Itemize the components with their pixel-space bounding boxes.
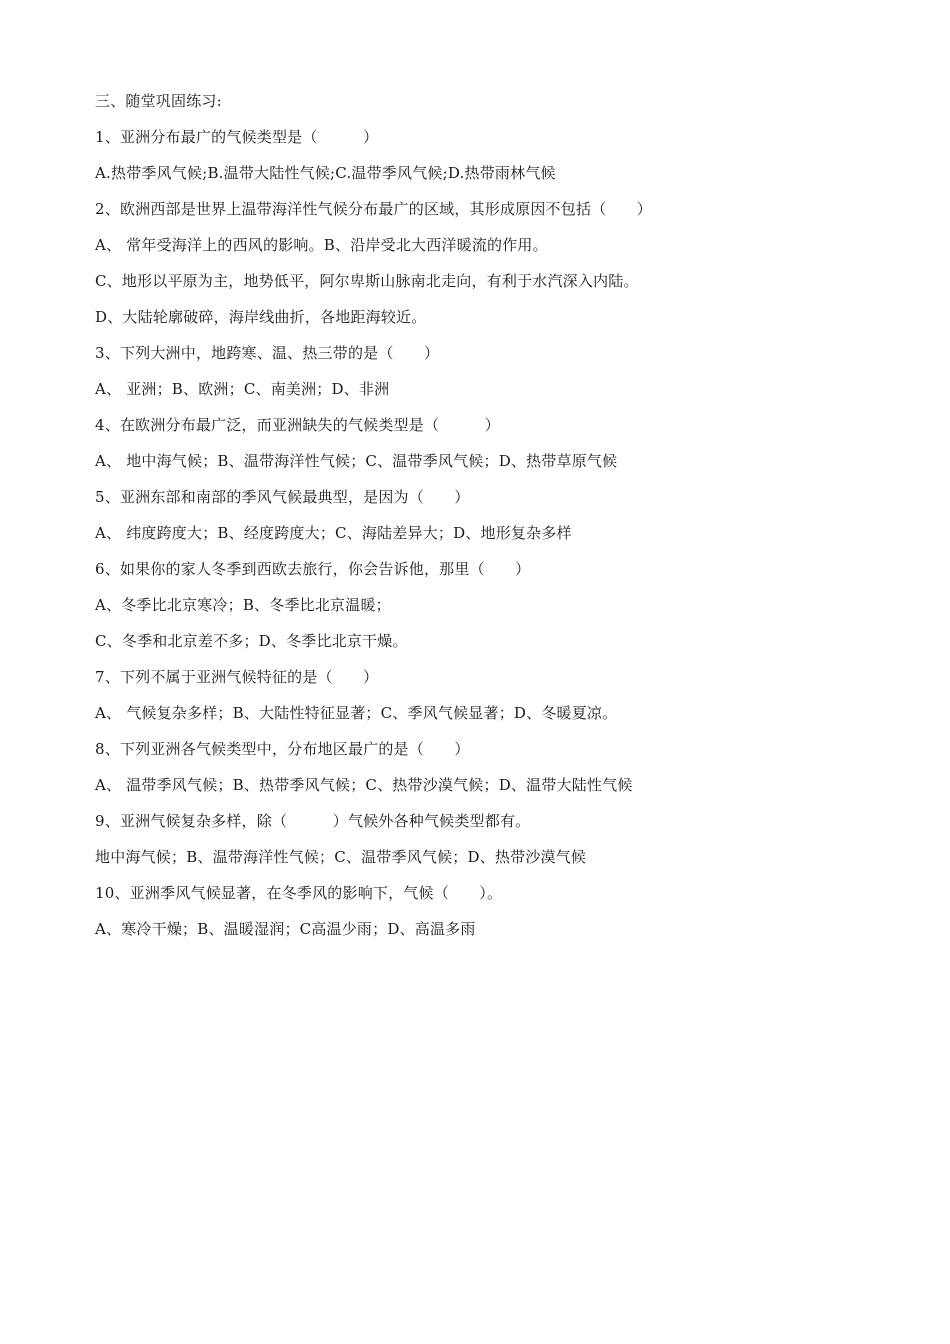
question-1: 1、亚洲分布最广的气候类型是（ ） bbox=[95, 128, 379, 146]
question-6: 6、如果你的家人冬季到西欧去旅行，你会告诉他，那里（ ） bbox=[95, 560, 531, 578]
question-2: 2、欧洲西部是世界上温带海洋性气候分布最广的区域，其形成原因不包括（ ） bbox=[95, 200, 652, 218]
question-2-option-ab: A、 常年受海洋上的西风的影响。B、沿岸受北大西洋暖流的作用。 bbox=[95, 236, 548, 254]
question-3-options: A、 亚洲；B、欧洲；C、南美洲；D、非洲 bbox=[95, 380, 390, 398]
question-8-options: A、 温带季风气候；B、热带季风气候；C、热带沙漠气候；D、温带大陆性气候 bbox=[95, 776, 633, 794]
question-6-options-ab: A、冬季比北京寒冷；B、冬季比北京温暖； bbox=[95, 596, 391, 614]
question-6-options-cd: C、冬季和北京差不多；D、冬季比北京干燥。 bbox=[95, 632, 408, 650]
question-9-options: 地中海气候；B、温带海洋性气候；C、温带季风气候；D、热带沙漠气候 bbox=[95, 848, 587, 866]
question-2-option-d: D、大陆轮廓破碎，海岸线曲折，各地距海较近。 bbox=[95, 308, 427, 326]
question-9: 9、亚洲气候复杂多样，除（ ）气候外各种气候类型都有。 bbox=[95, 812, 531, 830]
question-2-option-c: C、地形以平原为主，地势低平，阿尔卑斯山脉南北走向，有利于水汽深入内陆。 bbox=[95, 272, 639, 290]
question-4-options: A、 地中海气候；B、温带海洋性气候；C、温带季风气候；D、热带草原气候 bbox=[95, 452, 618, 470]
question-1-options: A.热带季风气候;B.温带大陆性气候;C.温带季风气候;D.热带雨林气候 bbox=[95, 164, 556, 182]
question-7: 7、下列不属于亚洲气候特征的是（ ） bbox=[95, 668, 379, 686]
question-5: 5、亚洲东部和南部的季风气候最典型，是因为（ ） bbox=[95, 488, 470, 506]
question-4: 4、在欧洲分布最广泛，而亚洲缺失的气候类型是（ ） bbox=[95, 416, 500, 434]
section-heading: 三、随堂巩固练习: bbox=[95, 92, 222, 110]
question-10: 10、亚洲季风气候显著，在冬季风的影响下，气候（ ）。 bbox=[95, 884, 503, 902]
exercise-section bbox=[95, 92, 875, 956]
question-10-options: A、寒冷干燥；B、温暖湿润；C高温少雨；D、高温多雨 bbox=[95, 920, 476, 938]
question-3: 3、下列大洲中，地跨寒、温、热三带的是（ ） bbox=[95, 344, 440, 362]
question-5-options: A、 纬度跨度大；B、经度跨度大；C、海陆差异大；D、地形复杂多样 bbox=[95, 524, 572, 542]
question-8: 8、下列亚洲各气候类型中，分布地区最广的是（ ） bbox=[95, 740, 470, 758]
question-7-options: A、 气候复杂多样；B、大陆性特征显著；C、季风气候显著；D、冬暖夏凉。 bbox=[95, 704, 618, 722]
